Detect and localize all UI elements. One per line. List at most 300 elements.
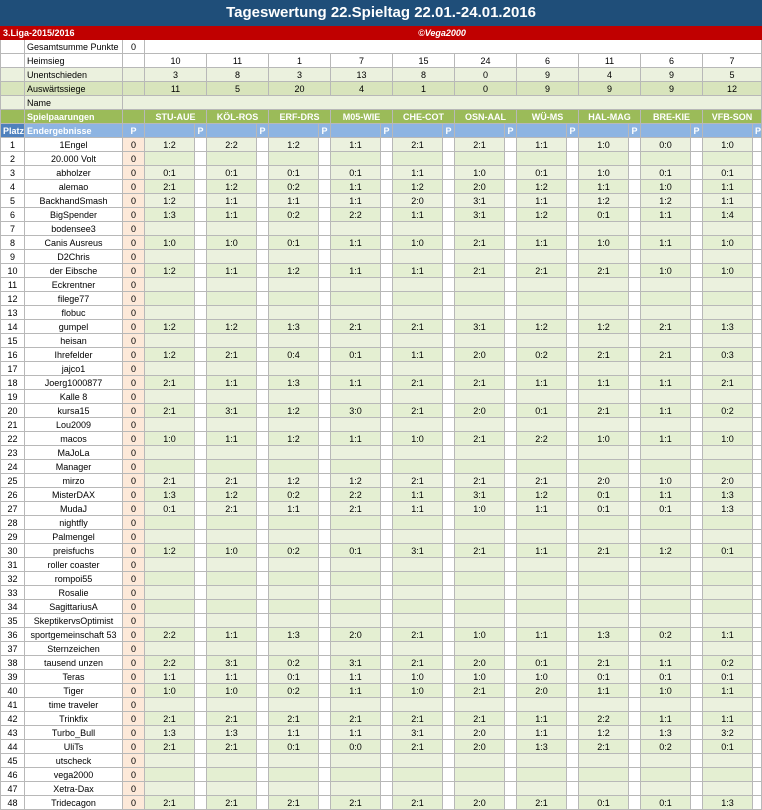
tip-points-cell (753, 166, 762, 180)
tip-points-cell (567, 264, 579, 278)
tip-points-cell (567, 670, 579, 684)
tip-cell: 1:2 (145, 320, 195, 334)
tip-points-cell (381, 418, 393, 432)
tip-points-cell (567, 740, 579, 754)
tip-cell: 1:1 (207, 670, 257, 684)
tip-points-cell (381, 712, 393, 726)
tip-cell: 0:4 (269, 348, 319, 362)
tip-points-cell (381, 544, 393, 558)
tip-cell: 2:1 (703, 376, 753, 390)
tip-points-cell (691, 348, 703, 362)
tip-points-cell (381, 460, 393, 474)
tip-points-cell (381, 320, 393, 334)
tip-points-cell (753, 446, 762, 460)
tip-cell: 2:0 (455, 180, 505, 194)
tip-points-cell (629, 544, 641, 558)
tip-cell: 0:1 (703, 740, 753, 754)
tip-cell: 1:1 (641, 208, 691, 222)
player-points: 0 (123, 544, 145, 558)
tip-points-cell (753, 264, 762, 278)
tip-cell: 1:1 (207, 194, 257, 208)
tip-points-cell (567, 558, 579, 572)
tip-cell (517, 698, 567, 712)
tip-points-cell (753, 404, 762, 418)
tip-points-cell (319, 516, 331, 530)
tip-cell (269, 516, 319, 530)
tip-points-cell (381, 390, 393, 404)
tip-cell: 1:0 (393, 684, 443, 698)
tip-points-cell (257, 208, 269, 222)
gesamtsumme-label: Gesamtsumme Punkte (25, 40, 123, 54)
player-row (1, 586, 762, 600)
tip-cell (145, 614, 195, 628)
gesamtsumme-value: 0 (123, 40, 145, 54)
tip-points-cell (505, 726, 517, 740)
tip-cell: 1:0 (207, 236, 257, 250)
tip-points-cell (505, 474, 517, 488)
tip-cell (517, 768, 567, 782)
player-points: 0 (123, 194, 145, 208)
player-row (1, 488, 762, 502)
tip-points-cell (505, 180, 517, 194)
auswaerts-count: 9 (579, 82, 641, 96)
player-row (1, 600, 762, 614)
player-rank: 34 (1, 600, 25, 614)
tip-cell: 2:1 (579, 544, 629, 558)
tip-cell (517, 754, 567, 768)
player-rank: 43 (1, 726, 25, 740)
player-row (1, 404, 762, 418)
tip-cell: 0:2 (269, 208, 319, 222)
tip-cell (269, 362, 319, 376)
tip-cell (517, 460, 567, 474)
tip-cell (641, 390, 691, 404)
tip-points-cell (319, 656, 331, 670)
player-rank: 31 (1, 558, 25, 572)
tip-cell (207, 782, 257, 796)
unentschieden-count: 13 (331, 68, 393, 82)
tip-points-cell (319, 166, 331, 180)
tip-points-cell (567, 152, 579, 166)
tip-points-cell (319, 670, 331, 684)
player-points: 0 (123, 474, 145, 488)
player-name: mirzo (25, 474, 123, 488)
tip-points-cell (443, 348, 455, 362)
tip-cell (703, 642, 753, 656)
tip-cell (517, 152, 567, 166)
player-name: time traveler (25, 698, 123, 712)
tip-cell: 2:1 (207, 474, 257, 488)
tip-points-cell (195, 628, 207, 642)
tip-points-cell (505, 362, 517, 376)
tip-points-cell (691, 516, 703, 530)
tip-cell (145, 446, 195, 460)
tip-points-cell (505, 264, 517, 278)
player-rank: 11 (1, 278, 25, 292)
tip-cell (579, 278, 629, 292)
player-row (1, 222, 762, 236)
player-points: 0 (123, 684, 145, 698)
tip-cell: 2:0 (517, 684, 567, 698)
tip-points-cell (567, 628, 579, 642)
tip-points-cell (257, 222, 269, 236)
tip-points-cell (257, 362, 269, 376)
tip-cell: 1:1 (641, 656, 691, 670)
tip-cell (703, 516, 753, 530)
tip-cell: 2:1 (145, 376, 195, 390)
tip-points-cell (443, 488, 455, 502)
tip-points-cell (319, 474, 331, 488)
tip-cell: 1:0 (455, 670, 505, 684)
player-rank: 3 (1, 166, 25, 180)
player-rank: 16 (1, 348, 25, 362)
tip-points-cell (629, 404, 641, 418)
tip-cell: 3:1 (455, 320, 505, 334)
tip-points-cell (381, 614, 393, 628)
player-points: 0 (123, 180, 145, 194)
tip-points-cell (567, 614, 579, 628)
tip-points-cell (567, 544, 579, 558)
player-row (1, 390, 762, 404)
tip-cell: 1:1 (145, 670, 195, 684)
tip-points-cell (567, 306, 579, 320)
tip-cell (331, 152, 381, 166)
tip-points-cell (505, 222, 517, 236)
tip-points-cell (381, 628, 393, 642)
tip-cell (207, 446, 257, 460)
tip-cell: 1:1 (393, 502, 443, 516)
tip-cell (393, 278, 443, 292)
tip-points-cell (257, 390, 269, 404)
tip-points-cell (629, 166, 641, 180)
tip-points-cell (753, 432, 762, 446)
tip-points-cell (381, 530, 393, 544)
heimsieg-count: 10 (145, 54, 207, 68)
player-points: 0 (123, 614, 145, 628)
tip-cell (703, 698, 753, 712)
tip-points-cell (505, 208, 517, 222)
tip-points-cell (567, 432, 579, 446)
unentschieden-count: 9 (517, 68, 579, 82)
player-name: BigSpender (25, 208, 123, 222)
p-header: P (443, 124, 455, 138)
player-row (1, 460, 762, 474)
tip-points-cell (319, 698, 331, 712)
tip-cell: 1:1 (517, 502, 567, 516)
tip-points-cell (443, 740, 455, 754)
tip-points-cell (753, 390, 762, 404)
tip-cell: 2:1 (455, 264, 505, 278)
tip-cell (393, 586, 443, 600)
tip-points-cell (257, 796, 269, 810)
tip-cell: 2:1 (145, 180, 195, 194)
tip-cell: 2:1 (579, 404, 629, 418)
tip-points-cell (195, 446, 207, 460)
tip-points-cell (505, 572, 517, 586)
tip-points-cell (505, 614, 517, 628)
tip-cell: 0:0 (331, 740, 381, 754)
tip-cell (331, 390, 381, 404)
auswaerts-count: 11 (145, 82, 207, 96)
tip-points-cell (691, 782, 703, 796)
heimsieg-count: 7 (703, 54, 762, 68)
tip-points-cell (443, 306, 455, 320)
tip-cell: 2:1 (331, 796, 381, 810)
tip-cell (269, 278, 319, 292)
tip-cell (269, 600, 319, 614)
result-cell (455, 124, 505, 138)
tip-cell: 1:1 (393, 488, 443, 502)
player-name: Teras (25, 670, 123, 684)
player-rank: 20 (1, 404, 25, 418)
player-rank: 22 (1, 432, 25, 446)
tip-points-cell (629, 502, 641, 516)
tip-points-cell (629, 726, 641, 740)
tip-points-cell (753, 740, 762, 754)
tip-cell (455, 334, 505, 348)
player-name: UliTs (25, 740, 123, 754)
tip-points-cell (691, 236, 703, 250)
tip-cell: 1:1 (517, 236, 567, 250)
tip-cell: 1:3 (145, 208, 195, 222)
tip-cell: 1:1 (207, 628, 257, 642)
tip-points-cell (319, 432, 331, 446)
tip-cell: 0:1 (703, 670, 753, 684)
tip-cell: 1:2 (269, 404, 319, 418)
tip-cell (517, 572, 567, 586)
player-name: filege77 (25, 292, 123, 306)
tip-cell: 3:1 (331, 656, 381, 670)
tip-cell (641, 558, 691, 572)
heimsieg-count: 24 (455, 54, 517, 68)
tip-points-cell (257, 488, 269, 502)
tip-cell (331, 586, 381, 600)
tip-cell (703, 418, 753, 432)
tip-points-cell (257, 250, 269, 264)
tip-cell: 2:1 (517, 474, 567, 488)
tip-points-cell (567, 572, 579, 586)
p-header: P (753, 124, 762, 138)
tip-points-cell (443, 530, 455, 544)
tip-cell: 2:1 (207, 740, 257, 754)
tip-points-cell (381, 586, 393, 600)
tip-points-cell (567, 166, 579, 180)
player-rank: 21 (1, 418, 25, 432)
tip-points-cell (691, 138, 703, 152)
player-name: abholzer (25, 166, 123, 180)
unentschieden-count: 4 (579, 68, 641, 82)
tip-points-cell (505, 502, 517, 516)
player-rank: 10 (1, 264, 25, 278)
tip-cell: 0:1 (517, 656, 567, 670)
player-name: jajco1 (25, 362, 123, 376)
tip-cell: 2:1 (455, 138, 505, 152)
tip-points-cell (381, 264, 393, 278)
player-rank: 46 (1, 768, 25, 782)
tip-cell: 1:1 (703, 628, 753, 642)
tip-points-cell (691, 726, 703, 740)
tip-cell: 1:3 (269, 320, 319, 334)
tip-cell: 1:0 (641, 684, 691, 698)
unentschieden-count: 3 (145, 68, 207, 82)
tip-points-cell (257, 614, 269, 628)
tip-cell (703, 572, 753, 586)
tip-points-cell (505, 712, 517, 726)
tip-cell (579, 460, 629, 474)
tip-points-cell (567, 278, 579, 292)
tip-cell (393, 642, 443, 656)
tip-points-cell (319, 712, 331, 726)
tip-points-cell (443, 180, 455, 194)
tip-points-cell (381, 250, 393, 264)
tip-points-cell (257, 348, 269, 362)
tip-cell: 2:1 (145, 712, 195, 726)
name-label: Name (25, 96, 123, 110)
tip-cell: 1:3 (641, 726, 691, 740)
tip-cell (579, 698, 629, 712)
tip-points-cell (319, 194, 331, 208)
tip-cell (517, 642, 567, 656)
tip-cell: 1:2 (517, 180, 567, 194)
tip-cell: 1:1 (393, 348, 443, 362)
tip-cell: 1:3 (703, 488, 753, 502)
tip-points-cell (443, 264, 455, 278)
tip-cell (579, 222, 629, 236)
unentschieden-label: Unentschieden (25, 68, 123, 82)
blank-cell (145, 40, 762, 54)
tip-cell (145, 698, 195, 712)
player-rank: 15 (1, 334, 25, 348)
player-row (1, 796, 762, 810)
tip-points-cell (691, 502, 703, 516)
tip-cell: 2:2 (331, 488, 381, 502)
tip-points-cell (319, 222, 331, 236)
tip-cell (455, 222, 505, 236)
tip-cell (517, 782, 567, 796)
tip-points-cell (443, 138, 455, 152)
tip-points-cell (381, 166, 393, 180)
tip-points-cell (629, 628, 641, 642)
tip-cell: 1:2 (331, 474, 381, 488)
tip-cell (331, 782, 381, 796)
tip-cell: 1:3 (145, 726, 195, 740)
tip-points-cell (257, 264, 269, 278)
tip-cell (207, 278, 257, 292)
tip-points-cell (257, 404, 269, 418)
tip-cell (331, 614, 381, 628)
tip-cell: 0:1 (145, 166, 195, 180)
tip-points-cell (257, 530, 269, 544)
tip-cell (331, 278, 381, 292)
tip-points-cell (443, 656, 455, 670)
tip-points-cell (505, 236, 517, 250)
tip-cell (455, 698, 505, 712)
tip-points-cell (753, 502, 762, 516)
tip-points-cell (195, 670, 207, 684)
player-name: Ihrefelder (25, 348, 123, 362)
tip-cell (145, 278, 195, 292)
tip-points-cell (753, 348, 762, 362)
tip-cell: 2:1 (207, 502, 257, 516)
tip-points-cell (443, 782, 455, 796)
tip-points-cell (443, 712, 455, 726)
tip-points-cell (753, 306, 762, 320)
tip-cell (517, 390, 567, 404)
tip-cell: 1:1 (641, 432, 691, 446)
tip-points-cell (381, 502, 393, 516)
tip-points-cell (443, 628, 455, 642)
tip-points-cell (195, 726, 207, 740)
unentschieden-row (1, 68, 762, 82)
player-points: 0 (123, 264, 145, 278)
tip-points-cell (691, 418, 703, 432)
player-rank: 30 (1, 544, 25, 558)
tip-points-cell (567, 334, 579, 348)
tip-points-cell (629, 642, 641, 656)
tip-cell: 3:1 (455, 208, 505, 222)
player-name: Tiger (25, 684, 123, 698)
tip-points-cell (567, 292, 579, 306)
player-points: 0 (123, 348, 145, 362)
tip-cell: 1:0 (455, 628, 505, 642)
blank-cell (1, 40, 25, 54)
tip-cell: 2:1 (393, 404, 443, 418)
tip-cell: 0:2 (269, 544, 319, 558)
tip-points-cell (753, 516, 762, 530)
match-pair-header: WÜ-MS (517, 110, 579, 124)
tip-points-cell (319, 208, 331, 222)
tip-points-cell (505, 376, 517, 390)
tip-cell: 1:2 (145, 264, 195, 278)
tip-points-cell (195, 306, 207, 320)
blank-cell (123, 82, 145, 96)
tip-points-cell (381, 488, 393, 502)
tip-points-cell (691, 530, 703, 544)
tip-cell: 1:1 (207, 432, 257, 446)
tip-points-cell (381, 306, 393, 320)
tip-cell (455, 460, 505, 474)
tip-points-cell (195, 516, 207, 530)
tip-cell (331, 446, 381, 460)
tip-points-cell (691, 600, 703, 614)
tip-points-cell (443, 544, 455, 558)
tip-points-cell (753, 250, 762, 264)
tip-cell: 2:0 (455, 348, 505, 362)
tip-cell (207, 306, 257, 320)
tip-points-cell (691, 488, 703, 502)
tip-cell (145, 152, 195, 166)
tip-cell (269, 250, 319, 264)
tip-cell (455, 418, 505, 432)
tip-cell: 1:1 (331, 726, 381, 740)
heimsieg-count: 1 (269, 54, 331, 68)
tip-points-cell (257, 628, 269, 642)
tip-cell (269, 306, 319, 320)
player-rank: 27 (1, 502, 25, 516)
tip-cell (269, 586, 319, 600)
tip-cell: 0:1 (641, 670, 691, 684)
tip-points-cell (505, 656, 517, 670)
tip-cell: 1:1 (207, 264, 257, 278)
tip-cell (269, 572, 319, 586)
tip-cell (579, 390, 629, 404)
player-rank: 7 (1, 222, 25, 236)
tip-cell (455, 446, 505, 460)
tip-cell (331, 362, 381, 376)
tip-cell (207, 334, 257, 348)
tip-points-cell (505, 754, 517, 768)
tip-points-cell (567, 684, 579, 698)
